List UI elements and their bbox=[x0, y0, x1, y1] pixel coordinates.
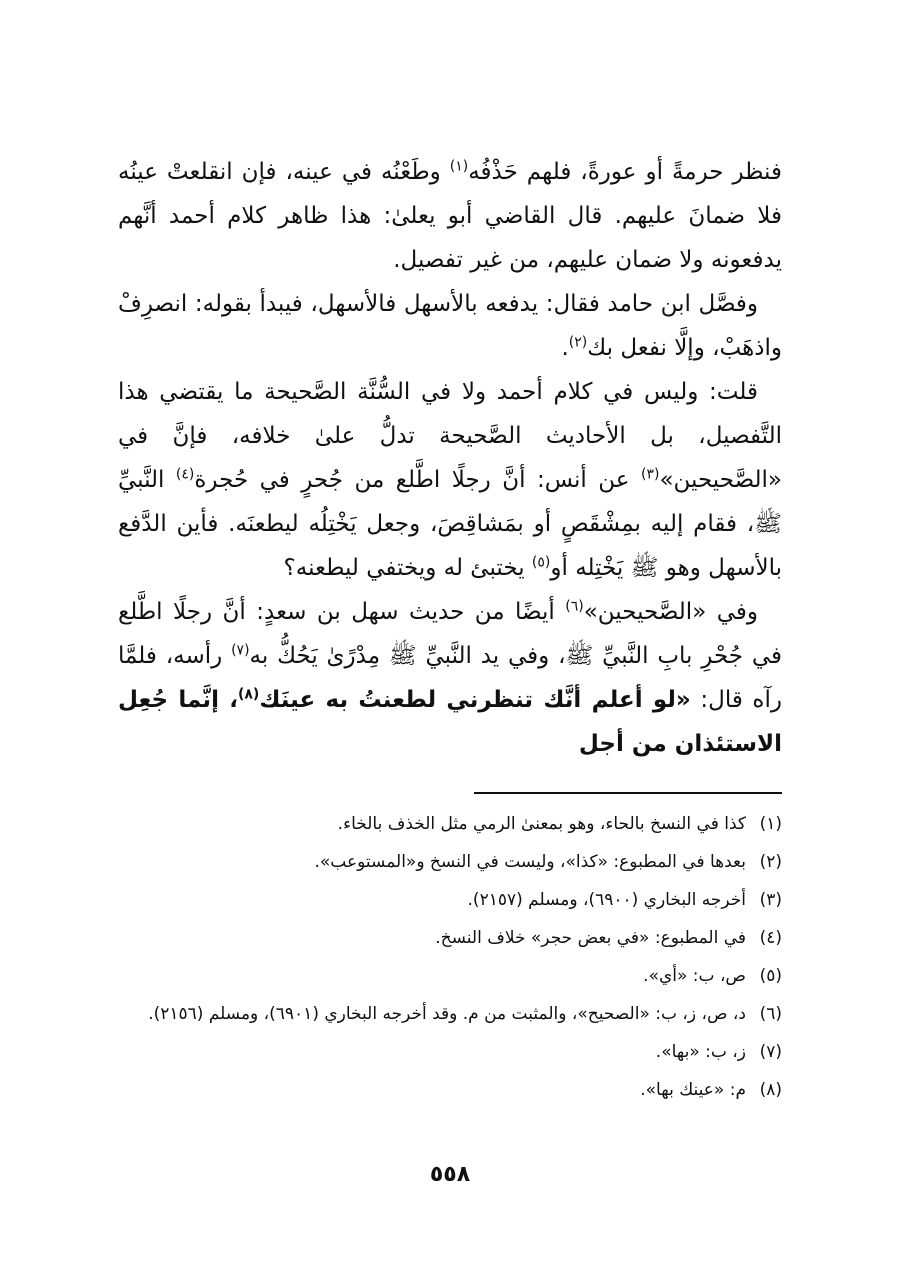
footnote-ref-8[interactable]: (٨) bbox=[237, 686, 260, 703]
footnote-number: (٧) bbox=[759, 1042, 782, 1062]
footnotes bbox=[118, 806, 782, 1110]
paragraph-4-bold-quote-a: «لو أعلم أنَّك تنظرني لطعنتُ به عينَك bbox=[259, 687, 691, 713]
main-text bbox=[118, 150, 782, 766]
paragraph-2-text-b: . bbox=[561, 335, 569, 361]
paragraph-2-text-a: وفصَّل ابن حامد فقال: يدفعه بالأسهل فالأسهل، فيبدأ بقوله: انصرِفْ واذهَبْ، وإلَّا نفعل بك bbox=[118, 291, 782, 361]
footnote-5 bbox=[118, 958, 782, 994]
paragraph-4-text-a: وفي «الصَّحيحين» bbox=[583, 599, 759, 625]
footnote-number: (٢) bbox=[759, 852, 782, 872]
footnote-ref-4[interactable]: (٤) bbox=[175, 466, 195, 483]
footnote-text: كذا في النسخ بالحاء، وهو بمعنىٰ الرمي مثل الخذف بالخاء. bbox=[337, 814, 746, 834]
footnote-number: (٦) bbox=[759, 1004, 782, 1024]
footnote-number: (٨) bbox=[759, 1080, 782, 1100]
footnote-2 bbox=[118, 844, 782, 880]
footnote-6 bbox=[118, 996, 782, 1032]
footnote-text: ص، ب: «أي». bbox=[643, 966, 746, 986]
footnote-text: بعدها في المطبوع: «كذا»، وليست في النسخ و«المستوعب». bbox=[314, 852, 746, 872]
footnote-1 bbox=[118, 806, 782, 842]
footnote-text: أخرجه البخاري (٦٩٠٠)، ومسلم (٢١٥٧). bbox=[467, 890, 746, 910]
footnote-4 bbox=[118, 920, 782, 956]
paragraph-4-text-b: أيضًا من حديث سهل بن سعدٍ: أنَّ رجلًا اطَّلع في جُحْرِ بابِ النَّبيِّ ﷺ، وفي يد النَّبيِّ ﷺ مِدْرًىٰ يَحُكُّ به bbox=[118, 599, 783, 669]
paragraph-2 bbox=[118, 282, 782, 370]
paragraph-4-bold-quote-b: ، إنَّما جُعِل الاستئذان من أجل bbox=[118, 687, 782, 757]
footnote-ref-5[interactable]: (٥) bbox=[531, 554, 551, 571]
paragraph-1-text-b: وطَعْنُه في عينه، فإن انقلعتْ عينُه فلا ضمانَ عليهم. قال القاضي أبو يعلىٰ: هذا ظاهر كلام أحمد أنَّهم يدفعونه ولا ضمان عليهم، من غير تفصيل. bbox=[118, 159, 782, 273]
footnote-number: (١) bbox=[759, 814, 782, 834]
paragraph-1 bbox=[118, 150, 782, 282]
footnote-separator bbox=[474, 792, 782, 794]
paragraph-3-text-b: عن أنس: أنَّ رجلًا اطَّلع من جُحرٍ في حُجرة bbox=[194, 467, 641, 493]
footnote-ref-2[interactable]: (٢) bbox=[568, 334, 588, 351]
footnote-number: (٤) bbox=[759, 928, 782, 948]
footnote-ref-7[interactable]: (٧) bbox=[231, 642, 250, 659]
footnote-3 bbox=[118, 882, 782, 918]
footnote-number: (٣) bbox=[759, 890, 782, 910]
paragraph-3-text-a: قلت: وليس في كلام أحمد ولا في السُّنَّة الصَّحيحة ما يقتضي هذا التَّفصيل، بل الأحاديث الصَّحيحة تدلُّ علىٰ خلافه، فإنَّ في «الصَّحيحين» bbox=[118, 379, 783, 493]
paragraph-1-text-a: فنظر حرمةً أو عورةً، فلهم حَذْفُه bbox=[468, 159, 782, 185]
footnote-text: د، ص، ز، ب: «الصحيح»، والمثبت من م. وقد أخرجه البخاري (٦٩٠١)، ومسلم (٢١٥٦). bbox=[148, 1004, 746, 1024]
footnote-ref-1[interactable]: (١) bbox=[449, 158, 469, 175]
footnote-text: م: «عينك بها». bbox=[640, 1080, 746, 1100]
paragraph-3 bbox=[118, 370, 782, 590]
footnote-ref-6[interactable]: (٦) bbox=[565, 598, 584, 615]
footnote-8 bbox=[118, 1072, 782, 1108]
paragraph-3-text-d: يختبئ له ويختفي ليطعنه؟ bbox=[283, 555, 532, 581]
paragraph-4 bbox=[118, 590, 782, 766]
footnote-number: (٥) bbox=[759, 966, 782, 986]
footnote-ref-3[interactable]: (٣) bbox=[640, 466, 660, 483]
paragraph-4-text-c: رأسه، فلمَّا رآه قال: bbox=[118, 643, 782, 713]
page-number: ٥٥٨ bbox=[429, 1162, 471, 1187]
paragraph-3-text-c: النَّبيِّ ﷺ، فقام إليه بمِشْقَصٍ أو بمَشاقِصَ، وجعل يَخْتِلُه ليطعنَه. فأين الدَّفع بالأسهل وهو ﷺ يَخْتِله أو bbox=[118, 467, 782, 581]
footnote-text: ز، ب: «بها». bbox=[655, 1042, 746, 1062]
footnote-text: في المطبوع: «في بعض حجر» خلاف النسخ. bbox=[435, 928, 746, 948]
footnote-7 bbox=[118, 1034, 782, 1070]
